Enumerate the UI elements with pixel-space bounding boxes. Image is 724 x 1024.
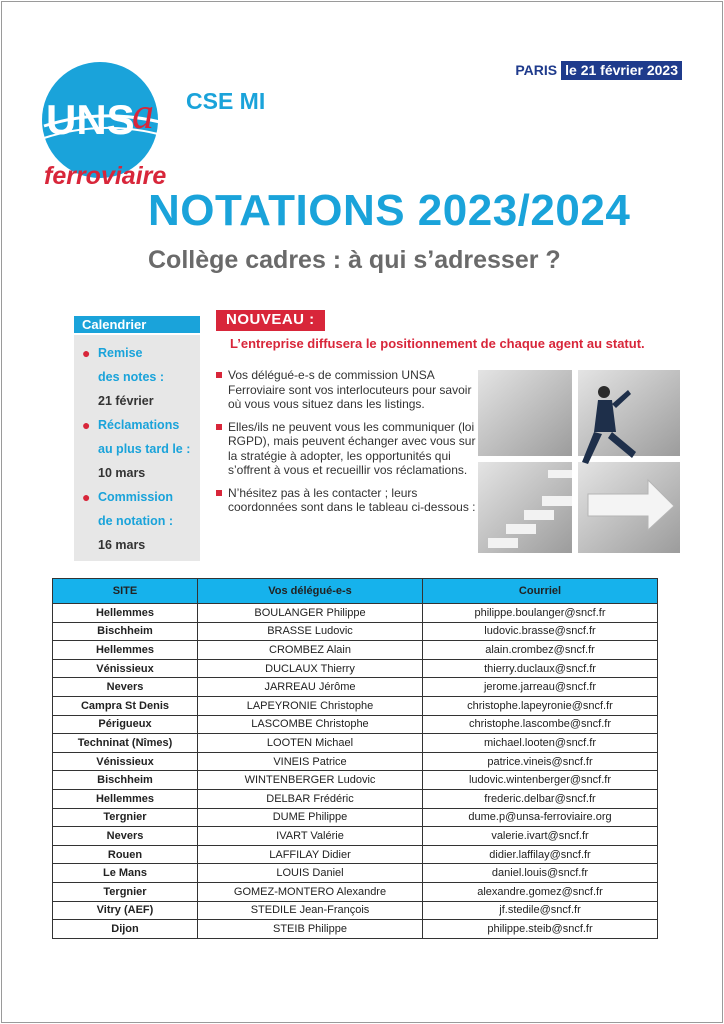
column-header-email: Courriel [423, 579, 658, 604]
table-row [53, 920, 658, 939]
site-cell: Hellemmes [53, 789, 198, 808]
table-row [53, 641, 658, 660]
info-points [216, 368, 478, 523]
site-cell: Tergnier [53, 808, 198, 827]
calendar-item-label: de notation : [98, 514, 173, 528]
table-row [53, 752, 658, 771]
delegate-cell: CROMBEZ Alain [198, 641, 423, 660]
email-cell[interactable]: alain.crombez@sncf.fr [423, 641, 658, 660]
site-cell: Nevers [53, 678, 198, 697]
info-point-text: Vos délégué-e-s de commission UNSA Ferroviaire sont vos interlocuteurs pour savoir où vous vous situez dans les listings. [228, 368, 472, 411]
dateline [515, 62, 682, 78]
logo-brand-text: ferroviaire [44, 162, 167, 190]
email-cell[interactable]: valerie.ivart@sncf.fr [423, 827, 658, 846]
email-cell[interactable]: christophe.lapeyronie@sncf.fr [423, 696, 658, 715]
info-point [216, 420, 478, 478]
logo-letters: UNS [46, 96, 135, 143]
square-bullet-icon [216, 372, 222, 378]
delegate-cell: IVART Valérie [198, 827, 423, 846]
square-bullet-icon [216, 490, 222, 496]
table-row [53, 864, 658, 883]
delegate-cell: WINTENBERGER Ludovic [198, 771, 423, 790]
email-cell[interactable]: ludovic.brasse@sncf.fr [423, 622, 658, 641]
page-subtitle: Collège cadres : à qui s’adresser ? [148, 246, 561, 274]
email-cell[interactable]: michael.looten@sncf.fr [423, 734, 658, 753]
site-cell: Campra St Denis [53, 696, 198, 715]
email-cell[interactable]: philippe.boulanger@sncf.fr [423, 604, 658, 623]
email-cell[interactable]: patrice.vineis@sncf.fr [423, 752, 658, 771]
calendar-item-date: 16 mars [98, 538, 146, 552]
site-cell: Rouen [53, 845, 198, 864]
page-title: NOTATIONS 2023/2024 [148, 186, 631, 235]
calendar-item-label: Commission [98, 490, 174, 504]
delegate-cell: LASCOMBE Christophe [198, 715, 423, 734]
bullet-icon: ● [82, 489, 91, 505]
site-cell: Bischheim [53, 771, 198, 790]
column-header-site: SITE [53, 579, 198, 604]
calendar-item-label: au plus tard le : [98, 442, 191, 456]
email-cell[interactable]: thierry.duclaux@sncf.fr [423, 659, 658, 678]
site-cell: Le Mans [53, 864, 198, 883]
delegate-cell: GOMEZ-MONTERO Alexandre [198, 882, 423, 901]
bullet-icon: ● [82, 417, 91, 433]
calendar-item-date: 21 février [98, 394, 154, 408]
table-row [53, 734, 658, 753]
table-row [53, 678, 658, 697]
stairs-illustration [478, 370, 680, 553]
email-cell[interactable]: didier.laffilay@sncf.fr [423, 845, 658, 864]
delegate-cell: LAPEYRONIE Christophe [198, 696, 423, 715]
cse-label: CSE MI [186, 88, 266, 114]
nouveau-badge: NOUVEAU : [216, 310, 325, 331]
email-cell[interactable]: christophe.lascombe@sncf.fr [423, 715, 658, 734]
bullet-icon: ● [82, 345, 91, 361]
site-cell: Vitry (AEF) [53, 901, 198, 920]
table-row [53, 808, 658, 827]
delegate-cell: STEDILE Jean-François [198, 901, 423, 920]
site-cell: Techninat (Nîmes) [53, 734, 198, 753]
delegates-table [52, 578, 658, 939]
unsa-ferroviaire-logo [36, 56, 176, 196]
table-row [53, 827, 658, 846]
table-row [53, 901, 658, 920]
table-row [53, 604, 658, 623]
nouveau-text: L’entreprise diffusera le positionnement de chaque agent au statut. [230, 336, 645, 351]
site-cell: Périgueux [53, 715, 198, 734]
calendar-item-label: Réclamations [98, 418, 180, 432]
site-cell: Nevers [53, 827, 198, 846]
delegate-cell: VINEIS Patrice [198, 752, 423, 771]
info-point-text: N’hésitez pas à les contacter ; leurs coordonnées sont dans le tableau ci-dessous : [228, 485, 476, 514]
calendar-item-label: des notes : [98, 370, 164, 384]
site-cell: Vénissieux [53, 752, 198, 771]
delegate-cell: STEIB Philippe [198, 920, 423, 939]
delegate-cell: LOOTEN Michael [198, 734, 423, 753]
site-cell: Vénissieux [53, 659, 198, 678]
email-cell[interactable]: ludovic.wintenberger@sncf.fr [423, 771, 658, 790]
table-row [53, 789, 658, 808]
column-header-delegates: Vos délégué-e-s [198, 579, 423, 604]
table-row [53, 715, 658, 734]
calendar-header: Calendrier [74, 316, 200, 333]
calendar-item [74, 485, 200, 557]
city: PARIS [515, 62, 558, 78]
calendar-item-label: Remise [98, 346, 143, 360]
logo-graphic [36, 56, 176, 196]
email-cell[interactable]: philippe.steib@sncf.fr [423, 920, 658, 939]
calendar-list [74, 335, 200, 557]
table-row [53, 696, 658, 715]
site-cell: Hellemmes [53, 604, 198, 623]
svg-text:a: a [132, 89, 154, 138]
info-point [216, 486, 478, 515]
info-point [216, 368, 478, 412]
delegate-cell: DUME Philippe [198, 808, 423, 827]
delegate-cell: LOUIS Daniel [198, 864, 423, 883]
email-cell[interactable]: jf.stedile@sncf.fr [423, 901, 658, 920]
site-cell: Bischheim [53, 622, 198, 641]
email-cell[interactable]: dume.p@unsa-ferroviaire.org [423, 808, 658, 827]
email-cell[interactable]: frederic.delbar@sncf.fr [423, 789, 658, 808]
calendar-box [74, 335, 200, 561]
calendar-item-date: 10 mars [98, 466, 146, 480]
square-bullet-icon [216, 424, 222, 430]
delegate-cell: JARREAU Jérôme [198, 678, 423, 697]
table-row [53, 845, 658, 864]
table-row [53, 622, 658, 641]
table-row [53, 882, 658, 901]
delegate-cell: BRASSE Ludovic [198, 622, 423, 641]
delegate-cell: LAFFILAY Didier [198, 845, 423, 864]
email-cell[interactable]: alexandre.gomez@sncf.fr [423, 882, 658, 901]
date-badge: le 21 février 2023 [561, 61, 682, 80]
email-cell[interactable]: jerome.jarreau@sncf.fr [423, 678, 658, 697]
info-point-text: Elles/ils ne peuvent vous les communiquer (loi RGPD), mais peuvent échanger avec vous sur la stratégie à adopter, les opportunités qui s’offrent à vous et recueillir vos réclamations. [228, 419, 476, 477]
table-row [53, 771, 658, 790]
site-cell: Hellemmes [53, 641, 198, 660]
delegate-cell: BOULANGER Philippe [198, 604, 423, 623]
email-cell[interactable]: daniel.louis@sncf.fr [423, 864, 658, 883]
site-cell: Tergnier [53, 882, 198, 901]
calendar-item [74, 341, 200, 413]
table-row [53, 659, 658, 678]
calendar-item [74, 413, 200, 485]
delegate-cell: DELBAR Frédéric [198, 789, 423, 808]
site-cell: Dijon [53, 920, 198, 939]
table-header-row [53, 579, 658, 604]
delegate-cell: DUCLAUX Thierry [198, 659, 423, 678]
